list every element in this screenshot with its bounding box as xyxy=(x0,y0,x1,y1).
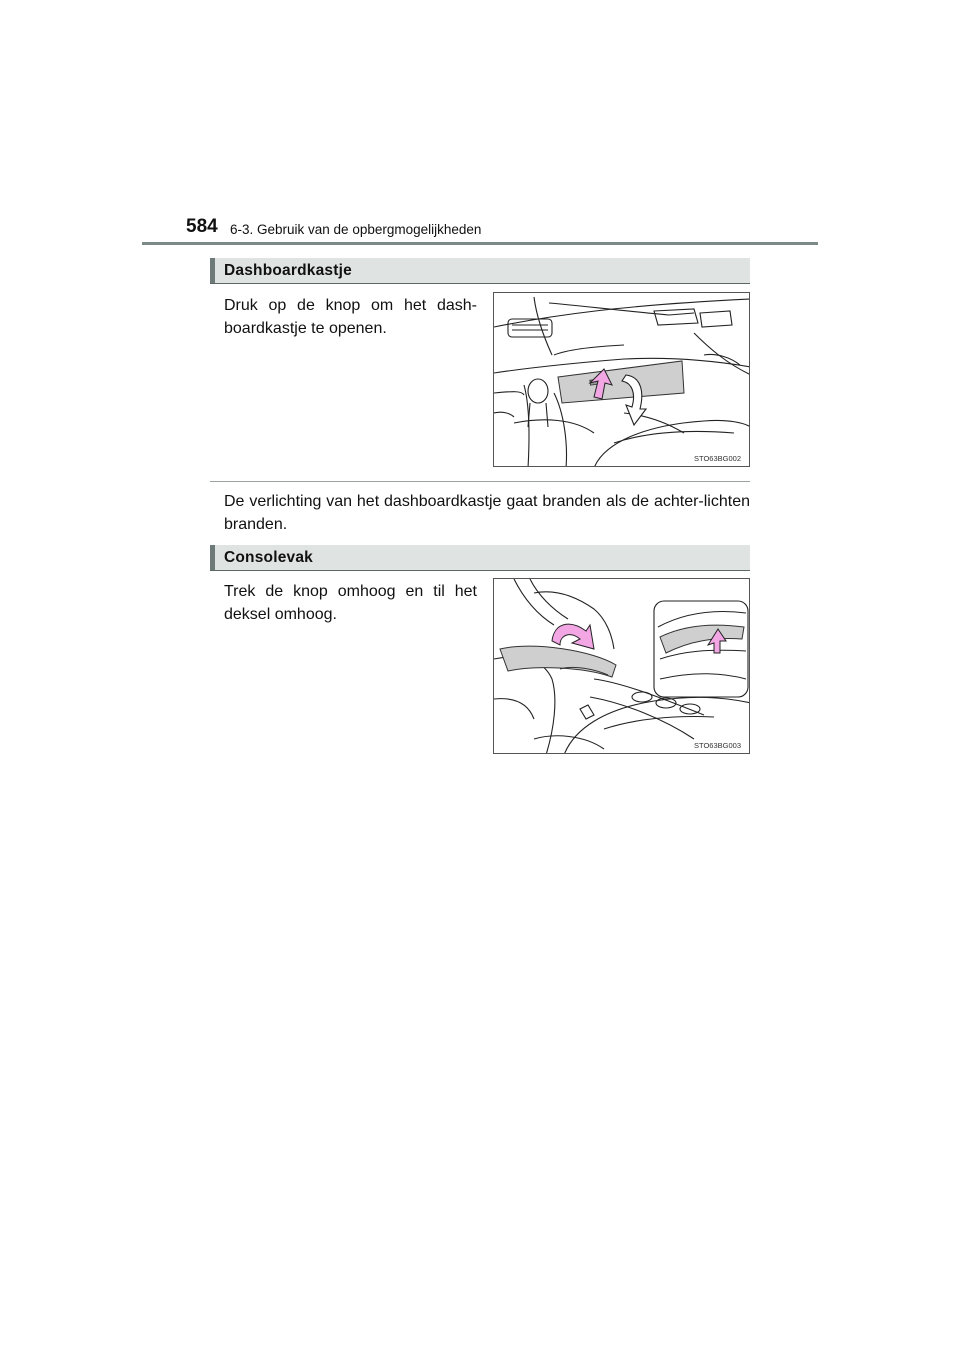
figure-code: STO63BG002 xyxy=(694,454,741,463)
console-box-illustration xyxy=(494,579,750,754)
section-title: Dashboardkastje xyxy=(224,262,352,279)
figure-code: STO63BG003 xyxy=(694,741,741,750)
section-accent xyxy=(210,545,215,570)
header-rule xyxy=(142,242,818,245)
section-title: Consolevak xyxy=(224,549,314,566)
glovebox-illustration xyxy=(494,293,750,467)
instruction-consolevak: Trek de knop omhoog en til het deksel omhoog. xyxy=(224,583,477,623)
note-verlichting: De verlichting van het dashboardkastje gaat branden als de achter-lichten branden. xyxy=(224,493,750,533)
section-divider xyxy=(210,481,750,482)
page-number: 584 xyxy=(186,216,218,237)
figure-consolevak xyxy=(493,578,750,754)
section-bar-dashboardkastje xyxy=(210,258,750,284)
figure-dashboardkastje xyxy=(493,292,750,467)
section-bar-consolevak xyxy=(210,545,750,571)
instruction-dashboardkastje: Druk op de knop om het dash-boardkastje te openen. xyxy=(224,297,477,337)
section-accent xyxy=(210,258,215,283)
running-header: 6-3. Gebruik van de opbergmogelijkheden xyxy=(230,222,482,237)
